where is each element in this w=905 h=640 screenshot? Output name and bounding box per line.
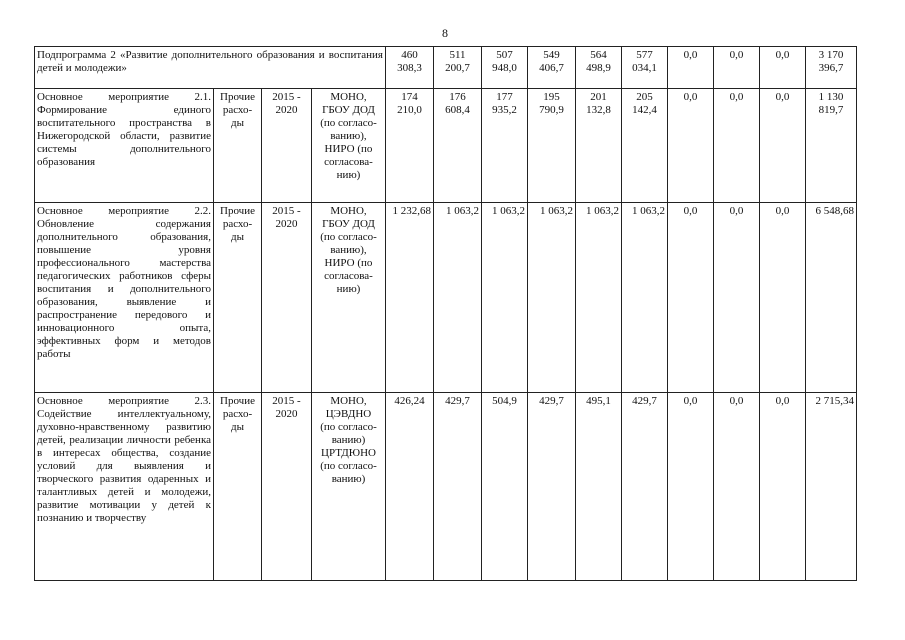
value-cell: 0,0 [714, 393, 760, 581]
subprogram-row [35, 47, 857, 89]
activity-row [35, 89, 857, 203]
value-cell: 0,0 [714, 47, 760, 89]
value-cell: 495,1 [576, 393, 622, 581]
value-cell: 504,9 [482, 393, 528, 581]
value-cell: 511 200,7 [434, 47, 482, 89]
activity-row [35, 393, 857, 581]
expense-type: Прочие расхо- ды [214, 203, 262, 393]
subprogram-title: Подпрограмма 2 «Развитие дополнительного образования и воспитания детей и молодежи» [35, 47, 386, 89]
total-cell: 3 170 396,7 [806, 47, 857, 89]
value-cell: 1 063,2 [434, 203, 482, 393]
activity-row [35, 203, 857, 393]
value-cell: 1 063,2 [576, 203, 622, 393]
value-cell: 429,7 [528, 393, 576, 581]
executor: МОНО, ГБОУ ДОД (по согласо- ванию), НИРО (по согласова- нию) [312, 89, 386, 203]
value-cell: 507 948,0 [482, 47, 528, 89]
budget-table [34, 46, 857, 581]
value-cell: 429,7 [434, 393, 482, 581]
value-cell: 460 308,3 [386, 47, 434, 89]
executor: МОНО, ЦЭВДНО (по согласо- ванию) ЦРТДЮНО (по согласо- ванию) [312, 393, 386, 581]
value-cell: 0,0 [668, 393, 714, 581]
value-cell: 0,0 [760, 89, 806, 203]
value-cell: 176 608,4 [434, 89, 482, 203]
value-cell: 0,0 [714, 203, 760, 393]
value-cell: 195 790,9 [528, 89, 576, 203]
value-cell: 549 406,7 [528, 47, 576, 89]
value-cell: 1 063,2 [482, 203, 528, 393]
period: 2015 - 2020 [262, 203, 312, 393]
page-number: 8 [442, 26, 448, 40]
activity-name: Основное мероприятие 2.2. Обновление содержания дополнительного образования, повышение уровня профессионального мастерства педагогических работников сферы воспитания и дополнительного образования, выявление и распространение передового и инновационного опыта, эффективных форм и методов работы [35, 203, 214, 393]
value-cell: 564 498,9 [576, 47, 622, 89]
value-cell: 0,0 [760, 393, 806, 581]
value-cell: 0,0 [760, 47, 806, 89]
value-cell: 201 132,8 [576, 89, 622, 203]
value-cell: 0,0 [714, 89, 760, 203]
value-cell: 429,7 [622, 393, 668, 581]
value-cell: 0,0 [668, 47, 714, 89]
value-cell: 1 063,2 [622, 203, 668, 393]
activity-name: Основное мероприятие 2.3. Содействие интеллектуальному, духовно-нравственному развитию детей, реализации личности ребенка в интересах общества, создание условий для выявления и творческого развития одаренных и талантливых детей и молодежи, развитие мотивации у детей к познанию и творчеству [35, 393, 214, 581]
value-cell: 174 210,0 [386, 89, 434, 203]
total-cell: 1 130 819,7 [806, 89, 857, 203]
executor: МОНО, ГБОУ ДОД (по согласо- ванию), НИРО (по согласова- нию) [312, 203, 386, 393]
period: 2015 - 2020 [262, 393, 312, 581]
value-cell: 205 142,4 [622, 89, 668, 203]
period: 2015 - 2020 [262, 89, 312, 203]
value-cell: 577 034,1 [622, 47, 668, 89]
value-cell: 0,0 [668, 89, 714, 203]
value-cell: 0,0 [668, 203, 714, 393]
expense-type: Прочие расхо- ды [214, 393, 262, 581]
total-cell: 6 548,68 [806, 203, 857, 393]
total-cell: 2 715,34 [806, 393, 857, 581]
value-cell: 1 063,2 [528, 203, 576, 393]
expense-type: Прочие расхо- ды [214, 89, 262, 203]
value-cell: 0,0 [760, 203, 806, 393]
value-cell: 1 232,68 [386, 203, 434, 393]
value-cell: 177 935,2 [482, 89, 528, 203]
activity-name: Основное мероприятие 2.1. Формирование единого воспитательного пространства в Нижегородской области, развитие системы дополнительного образования [35, 89, 214, 203]
value-cell: 426,24 [386, 393, 434, 581]
